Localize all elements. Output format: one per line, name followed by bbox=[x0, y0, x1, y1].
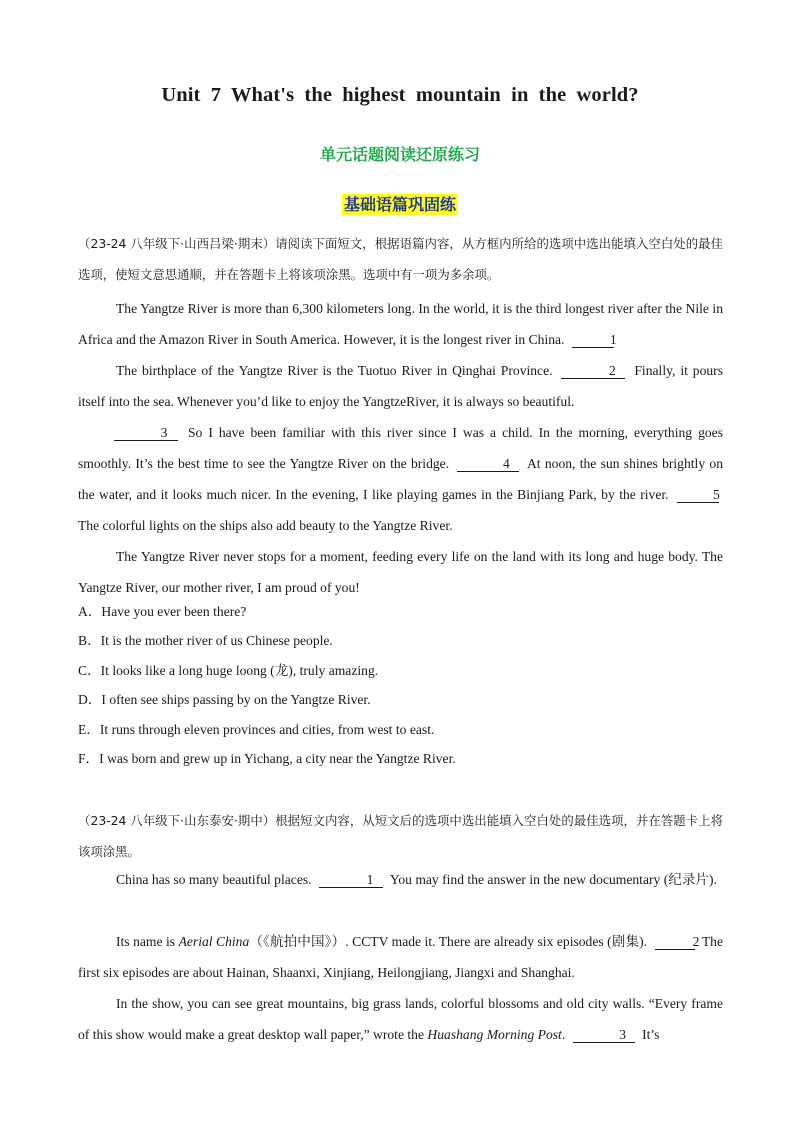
passage2-p3-text-b: . bbox=[561, 1027, 566, 1042]
passage2-paragraph-2 bbox=[78, 926, 723, 988]
passage2-p2-text-a: Its name is bbox=[116, 934, 176, 949]
page-subtitle: 单元话题阅读还原练习 bbox=[319, 145, 480, 164]
passage1-blank-3: 3 bbox=[114, 425, 178, 441]
passage2-paragraph-3 bbox=[78, 988, 723, 1050]
passage2-p3-text-c: It’s bbox=[642, 1027, 660, 1042]
passage1-blank-2: 2 bbox=[561, 363, 625, 379]
passage1-blank-5: 5 bbox=[677, 487, 719, 503]
passage1-intro: （23-24 八年级下·山西吕梁·期末）请阅读下面短文，根据语篇内容，从方框内所给的选项中选出能填入空白处的最佳选项，使短文意思通顺，并在答题卡上将该项涂黑。选项中有一项为多余项。 bbox=[78, 236, 723, 282]
passage2-blank-2: 2 bbox=[655, 934, 695, 950]
option-c: C．It looks like a long huge loong (龙), truly amazing. bbox=[78, 663, 379, 678]
passage1-paragraph-3 bbox=[78, 417, 723, 541]
passage2-intro: （23-24 八年级下·山东泰安·期中）根据短文内容，从短文后的选项中选出能填入空白处的最佳选项，并在答题卡上将该项涂黑。 bbox=[78, 813, 723, 859]
passage2-p3-italic: Huashang Morning Post bbox=[427, 1027, 562, 1042]
option-d: D．I often see ships passing by on the Yangtze River. bbox=[78, 692, 371, 707]
option-e: E．It runs through eleven provinces and cities, from west to east. bbox=[78, 722, 435, 737]
option-b: B．It is the mother river of us Chinese people. bbox=[78, 633, 333, 648]
passage2-p3-text-a: In the show, you can see great mountains, big grass lands, colorful blossoms and old city walls. “Every frame of this show would make a great desktop wall paper,” wrote the bbox=[78, 996, 723, 1042]
passage2-p1-text-b: You may find the answer in the new documentary (纪录片). bbox=[389, 872, 717, 887]
passage2-p2-text-b: （《航拍中国》）. CCTV made it. There are already six episodes (剧集). bbox=[249, 934, 648, 949]
passage1-blank-4: 4 bbox=[457, 456, 519, 472]
passage2-blank-3: 3 bbox=[573, 1027, 635, 1043]
passage1-p2-text-b: Finally, it pours itself into the sea. Whenever you’d like to enjoy the YangtzeRiver, it is always so beautiful. bbox=[78, 363, 723, 409]
passage1-p3-text-b: At noon, the sun shines brightly on the water, and it looks much nicer. In the evening, I like playing games in the Binjiang Park, by the river. bbox=[78, 456, 723, 502]
passage2-paragraph-1 bbox=[78, 864, 723, 895]
passage2-p1-text-a: China has so many beautiful places. bbox=[116, 872, 312, 887]
section-heading bbox=[0, 192, 800, 215]
passage2-p2-italic: Aerial China bbox=[178, 934, 250, 949]
option-a: A．Have you ever been there? bbox=[78, 604, 247, 619]
passage1-blank-1: 1 bbox=[572, 332, 614, 348]
passage1-p1-text: The Yangtze River is more than 6,300 kilometers long. In the world, it is the third longest river after the Nile in Africa and the Amazon River in South America. However, it is the longest river in China. bbox=[78, 301, 723, 347]
option-f: F．I was born and grew up in Yichang, a city near the Yangtze River. bbox=[78, 751, 456, 766]
passage2-blank-1: 1 bbox=[319, 872, 383, 888]
passage2-p2-text-c: The first six episodes are about Hainan, Shaanxi, Xinjiang, Heilongjiang, Jiangxi and Shanghai. bbox=[78, 934, 723, 980]
section-heading-text: 基础语篇巩固练 bbox=[343, 195, 456, 214]
passage1-paragraph-2 bbox=[78, 355, 723, 417]
passage1-p3-text-a: So I have been familiar with this river since I was a child. In the morning, everything goes smoothly. It’s the best time to see the Yangtze River on the bridge. bbox=[78, 425, 723, 471]
passage1-paragraph-4: The Yangtze River never stops for a moment, feeding every life on the land with its long and huge body. The Yangtze River, our mother river, I am proud of you! bbox=[78, 549, 723, 595]
page-title: Unit 7 What's the highest mountain in the world? bbox=[161, 84, 639, 106]
passage1-p3-text-c: The colorful lights on the ships also add beauty to the Yangtze River. bbox=[78, 518, 453, 533]
passage1-p2-text-a: The birthplace of the Yangtze River is the Tuotuo River in Qinghai Province. bbox=[116, 363, 553, 378]
passage1-paragraph-1 bbox=[78, 293, 723, 355]
